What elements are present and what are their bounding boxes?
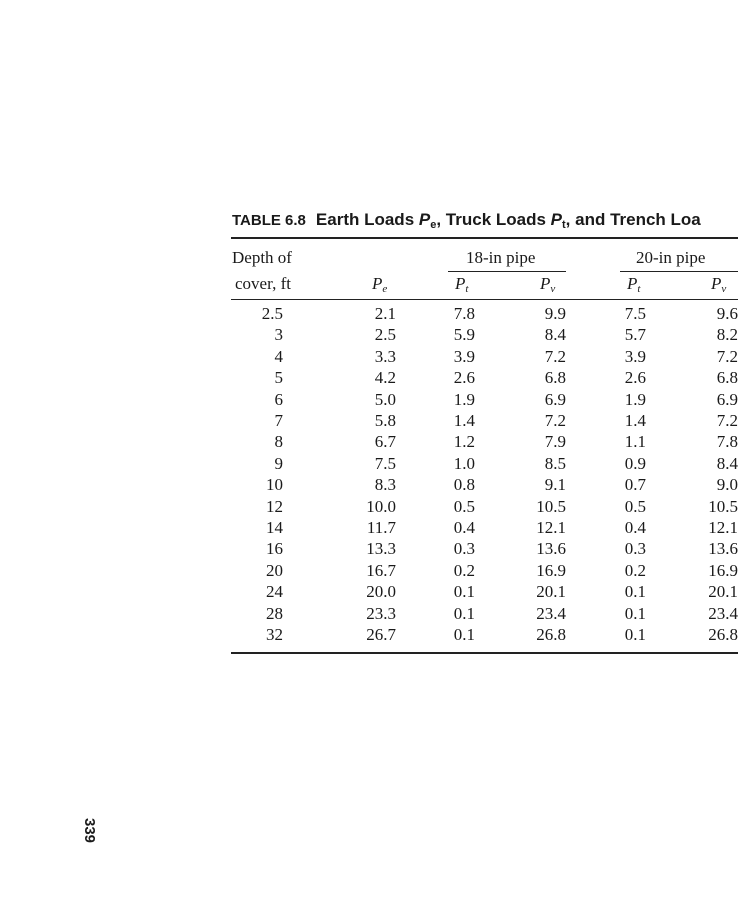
- cell-pt-18in: 1.0: [453, 453, 475, 473]
- cell-pt-18in: 1.2: [453, 432, 475, 452]
- cell-depth: 28: [266, 603, 283, 623]
- header-pe: [372, 274, 387, 294]
- cell-depth: 8: [274, 432, 283, 452]
- cell-pe: 2.1: [374, 304, 396, 323]
- cell-pt-20in: 0.2: [624, 560, 646, 580]
- cell-pe: 20.0: [366, 582, 396, 602]
- cell-pv-20in: 9.6: [716, 304, 738, 323]
- header-20in-pv-sub: v: [721, 283, 727, 295]
- cell-pv-20in: 9.0: [716, 475, 738, 495]
- cell-pt-18in: 0.3: [453, 539, 475, 559]
- header-20in-pt-symbol: P: [627, 274, 638, 293]
- cell-pv-18in: 7.2: [544, 411, 566, 430]
- cell-pv-20in: 20.1: [708, 582, 738, 602]
- cell-depth: 6: [274, 389, 283, 409]
- cell-pt-20in: 2.6: [624, 368, 646, 388]
- cell-pt-18in: 1.9: [453, 389, 475, 409]
- cell-pt-20in: 0.9: [624, 453, 646, 473]
- table-caption: [232, 210, 701, 230]
- cell-pv-18in: 13.6: [536, 539, 566, 559]
- title-sub-e: e: [430, 219, 437, 231]
- cell-pt-18in: 0.8: [453, 475, 475, 495]
- cell-pv-20in: 8.2: [716, 325, 738, 345]
- cell-pe: 8.3: [374, 475, 396, 495]
- cell-pt-20in: 1.1: [624, 432, 646, 452]
- page-number: [81, 790, 103, 844]
- header-18in-pt-sub: t: [465, 283, 469, 295]
- cell-depth: 9: [274, 453, 283, 473]
- cell-pt-20in: 0.1: [624, 582, 646, 602]
- cell-depth: 2.5: [261, 304, 283, 323]
- cell-pv-18in: 9.1: [544, 475, 566, 495]
- cell-pt-20in: 3.9: [624, 346, 646, 366]
- cell-depth: 4: [274, 346, 283, 366]
- cell-pv-18in: 7.9: [544, 432, 566, 452]
- cell-pe: 4.2: [374, 368, 396, 388]
- cell-depth: 10: [266, 475, 283, 495]
- cell-pv-18in: 26.8: [536, 625, 566, 644]
- cell-depth: 7: [274, 411, 283, 430]
- cell-pv-20in: 7.8: [716, 432, 738, 452]
- cell-pv-20in: 26.8: [708, 625, 738, 644]
- cell-pt-20in: 0.4: [624, 518, 646, 537]
- header-20in-pt: [627, 274, 640, 294]
- cell-pe: 7.5: [374, 453, 396, 473]
- cell-pe: 11.7: [366, 518, 396, 537]
- cell-pt-18in: 0.5: [453, 496, 475, 516]
- header-20in-pt-sub: t: [637, 283, 641, 295]
- cell-pt-20in: 1.4: [624, 411, 646, 430]
- cell-pt-20in: 0.3: [624, 539, 646, 559]
- cell-pe: 3.3: [374, 346, 396, 366]
- cell-depth: 20: [266, 560, 283, 580]
- cell-depth: 24: [266, 582, 283, 602]
- cell-depth: 5: [274, 368, 283, 388]
- cell-pv-20in: 7.2: [716, 346, 738, 366]
- cell-pt-20in: 0.7: [624, 475, 646, 495]
- cell-pt-20in: 1.9: [624, 389, 646, 409]
- cell-pt-18in: 3.9: [453, 346, 475, 366]
- title-text-3: , and Trench Loa: [565, 210, 701, 229]
- cell-pt-20in: 7.5: [624, 304, 646, 323]
- cell-pv-20in: 23.4: [708, 603, 738, 623]
- cell-pv-20in: 13.6: [708, 539, 738, 559]
- cell-pv-20in: 8.4: [716, 453, 738, 473]
- header-18in-pv-sub: v: [550, 283, 556, 295]
- cell-pv-20in: 16.9: [708, 560, 738, 580]
- cell-pe: 6.7: [374, 432, 396, 452]
- cell-pe: 5.0: [374, 389, 396, 409]
- cell-pv-18in: 7.2: [544, 346, 566, 366]
- title-symbol-pt: P: [550, 210, 562, 229]
- header-20in-pv-symbol: P: [711, 274, 722, 293]
- cell-pt-18in: 0.1: [453, 603, 475, 623]
- cell-pv-18in: 8.4: [544, 325, 566, 345]
- cell-pt-18in: 0.4: [453, 518, 475, 537]
- cell-pv-18in: 16.9: [536, 560, 566, 580]
- cell-pe: 16.7: [366, 560, 396, 580]
- cell-pv-18in: 10.5: [536, 496, 566, 516]
- cell-pe: 10.0: [366, 496, 396, 516]
- header-pe-sub: e: [382, 283, 388, 295]
- cell-pv-20in: 12.1: [708, 518, 738, 537]
- cell-depth: 12: [266, 496, 283, 516]
- table-top-rule: [231, 237, 738, 239]
- cell-pt-20in: 0.5: [624, 496, 646, 516]
- header-depth-line1: Depth of: [232, 248, 292, 267]
- header-pe-symbol: P: [372, 274, 383, 293]
- table-label: TABLE 6.8: [232, 212, 306, 229]
- cell-pt-18in: 5.9: [453, 325, 475, 345]
- cell-pv-18in: 20.1: [536, 582, 566, 602]
- cell-pe: 2.5: [374, 325, 396, 345]
- title-text-1: Earth Loads: [315, 210, 419, 229]
- title-text-2: , Truck Loads: [436, 210, 551, 229]
- header-group-20in: 20-in pipe: [636, 248, 706, 267]
- header-20in-pv: [711, 274, 726, 294]
- cell-pt-18in: 1.4: [453, 411, 475, 430]
- page-number-text: 339: [81, 818, 98, 844]
- table-title: [316, 210, 701, 229]
- cell-depth: 16: [266, 539, 283, 559]
- cell-pe: 23.3: [366, 603, 396, 623]
- header-depth-line2: cover, ft: [235, 274, 291, 293]
- cell-pv-20in: 6.8: [716, 368, 738, 388]
- cell-pt-18in: 7.8: [453, 304, 475, 323]
- cell-pt-18in: 2.6: [453, 368, 475, 388]
- header-group-18in: 18-in pipe: [466, 248, 536, 267]
- cell-pv-18in: 9.9: [544, 304, 566, 323]
- cell-pt-20in: 5.7: [624, 325, 646, 345]
- cell-pe: 26.7: [366, 625, 396, 644]
- cell-pv-20in: 7.2: [716, 411, 738, 430]
- cell-pe: 5.8: [374, 411, 396, 430]
- cell-pv-20in: 6.9: [716, 389, 738, 409]
- header-18in-pt: [455, 274, 468, 294]
- cell-pv-20in: 10.5: [708, 496, 738, 516]
- cell-depth: 32: [266, 625, 283, 644]
- group-rule-20in: [620, 271, 738, 272]
- table-header-rule: [231, 299, 738, 300]
- cell-pt-20in: 0.1: [624, 625, 646, 644]
- cell-pt-18in: 0.2: [453, 560, 475, 580]
- cell-pe: 13.3: [366, 539, 396, 559]
- cell-depth: 3: [274, 325, 283, 345]
- title-symbol-pe: P: [418, 210, 431, 229]
- cell-pv-18in: 8.5: [544, 453, 566, 473]
- header-18in-pv-symbol: P: [540, 274, 551, 293]
- group-rule-18in: [448, 271, 566, 272]
- cell-depth: 14: [266, 518, 283, 537]
- cell-pv-18in: 6.8: [544, 368, 566, 388]
- cell-pt-18in: 0.1: [453, 625, 475, 644]
- table-bottom-rule: [231, 652, 738, 654]
- cell-pt-18in: 0.1: [453, 582, 475, 602]
- cell-pv-18in: 6.9: [544, 389, 566, 409]
- title-sub-t: t: [562, 219, 566, 231]
- cell-pv-18in: 23.4: [536, 603, 566, 623]
- header-18in-pv: [540, 274, 555, 294]
- header-18in-pt-symbol: P: [455, 274, 466, 293]
- cell-pt-20in: 0.1: [624, 603, 646, 623]
- cell-pv-18in: 12.1: [536, 518, 566, 537]
